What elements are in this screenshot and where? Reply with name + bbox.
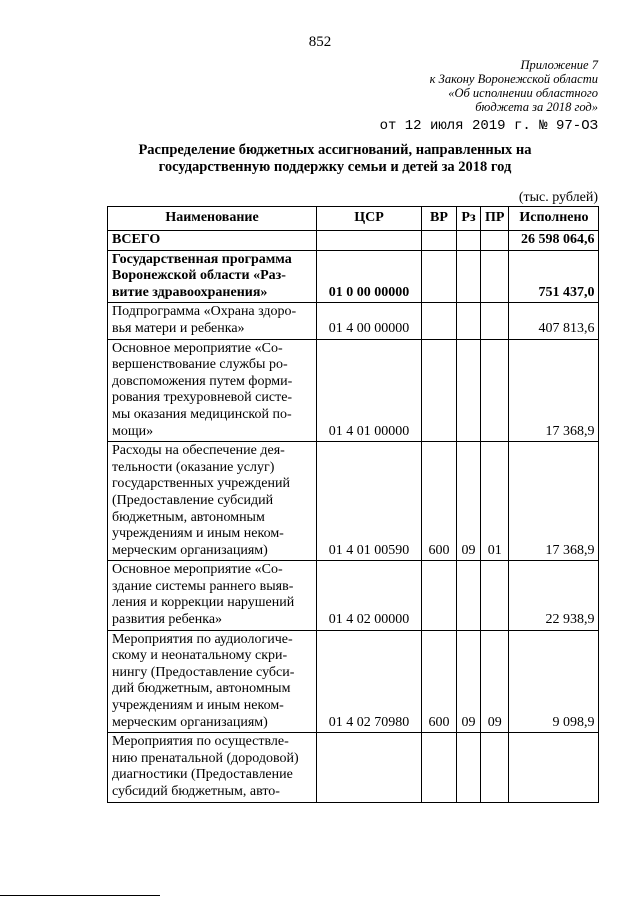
cell-name: Мероприятия по осуществле- нию пренатальной (дородовой) диагностики (Предоставление субсидий бюджетным, авто- bbox=[108, 733, 317, 802]
cell-sum: 26 598 064,6 bbox=[509, 231, 599, 251]
cell-csr bbox=[317, 231, 422, 251]
table-row bbox=[108, 630, 599, 733]
header-rz: Рз bbox=[457, 207, 481, 231]
table-header-row bbox=[108, 207, 599, 231]
cell-vr bbox=[422, 250, 457, 303]
header-sum: Исполнено bbox=[509, 207, 599, 231]
table-row bbox=[108, 303, 599, 339]
cell-vr bbox=[422, 733, 457, 802]
cell-vr bbox=[422, 231, 457, 251]
cell-sum: 751 437,0 bbox=[509, 250, 599, 303]
cell-rz bbox=[457, 339, 481, 442]
cell-sum: 17 368,9 bbox=[509, 442, 599, 561]
title-line: Распределение бюджетных ассигнований, направленных на bbox=[138, 142, 532, 158]
cell-csr: 01 4 01 00590 bbox=[317, 442, 422, 561]
budget-table bbox=[107, 206, 599, 803]
cell-pr bbox=[481, 733, 509, 802]
page-number: 852 bbox=[308, 34, 332, 50]
cell-csr: 01 4 02 00000 bbox=[317, 561, 422, 630]
units-note: (тыс. рублей) bbox=[518, 190, 598, 205]
appendix-line: «Об исполнении областного bbox=[448, 86, 598, 100]
cell-pr bbox=[481, 250, 509, 303]
cell-vr bbox=[422, 303, 457, 339]
footnote-divider bbox=[0, 895, 160, 896]
cell-pr bbox=[481, 303, 509, 339]
cell-pr bbox=[481, 339, 509, 442]
appendix-note bbox=[430, 58, 598, 114]
cell-csr: 01 4 00 00000 bbox=[317, 303, 422, 339]
cell-name: Основное мероприятие «Со- здание системы раннего выяв- ления и коррекции нарушений развития ребенка» bbox=[108, 561, 317, 630]
table-row bbox=[108, 442, 599, 561]
cell-pr bbox=[481, 561, 509, 630]
header-name: Наименование bbox=[108, 207, 317, 231]
cell-name: ВСЕГО bbox=[108, 231, 317, 251]
header-pr: ПР bbox=[481, 207, 509, 231]
cell-vr: 600 bbox=[422, 630, 457, 733]
table-row bbox=[108, 733, 599, 802]
cell-rz: 09 bbox=[457, 630, 481, 733]
table-row bbox=[108, 561, 599, 630]
table-row bbox=[108, 250, 599, 303]
cell-name: Государственная программа Воронежской области «Раз- витие здравоохранения» bbox=[108, 250, 317, 303]
header-vr: ВР bbox=[422, 207, 457, 231]
cell-sum bbox=[509, 733, 599, 802]
cell-rz bbox=[457, 303, 481, 339]
cell-csr: 01 4 02 70980 bbox=[317, 630, 422, 733]
cell-pr: 01 bbox=[481, 442, 509, 561]
cell-rz bbox=[457, 250, 481, 303]
cell-name: Основное мероприятие «Со- вершенствование службы ро- довспоможения путем форми- рования трехуровневой систе- мы оказания медицинской по- мощи» bbox=[108, 339, 317, 442]
appendix-line: бюджета за 2018 год» bbox=[475, 100, 598, 114]
cell-name: Мероприятия по аудиологиче- скому и неонатальному скри- нингу (Предоставление субси- дий бюджетным, автономным учреждениям и иным неком- мерческим организациям) bbox=[108, 630, 317, 733]
cell-pr bbox=[481, 231, 509, 251]
cell-pr: 09 bbox=[481, 630, 509, 733]
title-line: государственную поддержку семьи и детей за 2018 год bbox=[158, 159, 512, 175]
cell-rz bbox=[457, 231, 481, 251]
cell-vr bbox=[422, 339, 457, 442]
table-row bbox=[108, 231, 599, 251]
cell-sum: 17 368,9 bbox=[509, 339, 599, 442]
cell-rz: 09 bbox=[457, 442, 481, 561]
cell-csr bbox=[317, 733, 422, 802]
cell-sum: 9 098,9 bbox=[509, 630, 599, 733]
table-body bbox=[108, 231, 599, 803]
cell-rz bbox=[457, 733, 481, 802]
header-csr: ЦСР bbox=[317, 207, 422, 231]
cell-csr: 01 0 00 00000 bbox=[317, 250, 422, 303]
cell-name: Расходы на обеспечение дея- тельности (оказание услуг) государственных учреждений (Предоставление субсидий бюджетным, автономным учреждениям и иным неком- мерческим организациям) bbox=[108, 442, 317, 561]
cell-vr bbox=[422, 561, 457, 630]
document-title bbox=[70, 142, 600, 176]
cell-sum: 407 813,6 bbox=[509, 303, 599, 339]
cell-csr: 01 4 01 00000 bbox=[317, 339, 422, 442]
cell-sum: 22 938,9 bbox=[509, 561, 599, 630]
appendix-line: к Закону Воронежской области bbox=[429, 72, 598, 86]
appendix-line: Приложение 7 bbox=[520, 58, 598, 72]
cell-rz bbox=[457, 561, 481, 630]
decree-reference: от 12 июля 2019 г. № 97-ОЗ bbox=[379, 118, 598, 134]
table-row bbox=[108, 339, 599, 442]
cell-vr: 600 bbox=[422, 442, 457, 561]
cell-name: Подпрограмма «Охрана здоро- вья матери и ребенка» bbox=[108, 303, 317, 339]
